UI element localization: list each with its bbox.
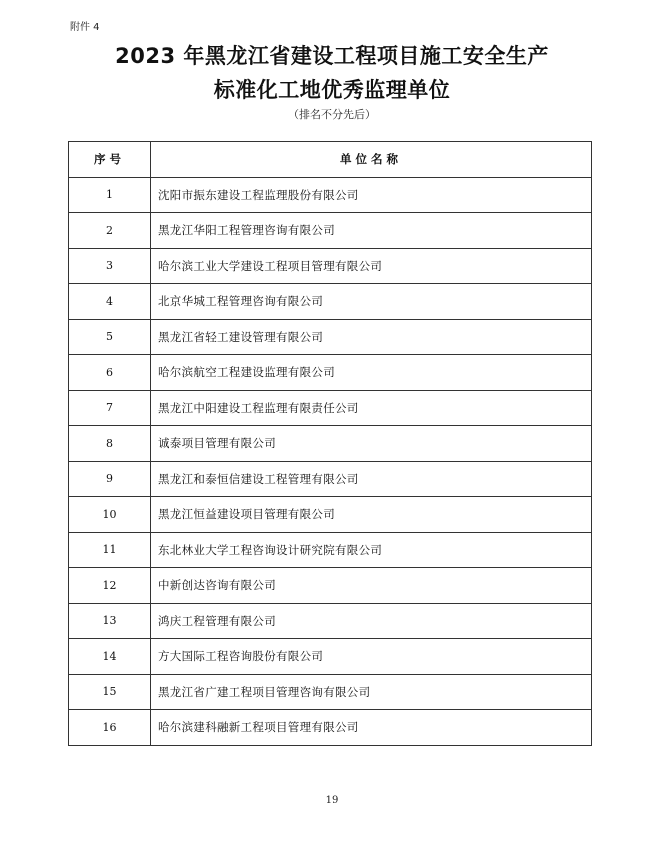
table-row (69, 497, 592, 533)
row-number: 7 (69, 390, 151, 426)
row-unit-name: 黑龙江和泰恒信建设工程管理有限公司 (151, 461, 592, 497)
row-number: 10 (69, 497, 151, 533)
page-number: 19 (325, 795, 339, 806)
row-unit-name: 黑龙江省轻工建设管理有限公司 (151, 319, 592, 355)
table-row (69, 390, 592, 426)
row-unit-name: 黑龙江省广建工程项目管理咨询有限公司 (151, 674, 592, 710)
table-row (69, 603, 592, 639)
table-row (69, 639, 592, 675)
header-number: 序号 (69, 142, 151, 178)
row-unit-name: 黑龙江中阳建设工程监理有限责任公司 (151, 390, 592, 426)
row-number: 14 (69, 639, 151, 675)
header-unit-name: 单位名称 (151, 142, 592, 178)
row-number: 16 (69, 710, 151, 746)
row-unit-name: 诚泰项目管理有限公司 (151, 426, 592, 462)
row-unit-name: 北京华城工程管理咨询有限公司 (151, 284, 592, 320)
row-unit-name: 方大国际工程咨询股份有限公司 (151, 639, 592, 675)
row-number: 15 (69, 674, 151, 710)
table-row (69, 319, 592, 355)
row-number: 6 (69, 355, 151, 391)
row-number: 11 (69, 532, 151, 568)
row-unit-name: 鸿庆工程管理有限公司 (151, 603, 592, 639)
table-row (69, 213, 592, 249)
row-number: 2 (69, 213, 151, 249)
row-unit-name: 黑龙江恒益建设项目管理有限公司 (151, 497, 592, 533)
row-unit-name: 哈尔滨航空工程建设监理有限公司 (151, 355, 592, 391)
row-number: 8 (69, 426, 151, 462)
row-unit-name: 沈阳市振东建设工程监理股份有限公司 (151, 177, 592, 213)
table-row (69, 461, 592, 497)
row-number: 4 (69, 284, 151, 320)
row-number: 3 (69, 248, 151, 284)
unit-list-table (68, 141, 592, 746)
attachment-label: 附件 4 (70, 22, 100, 33)
table-row (69, 568, 592, 604)
table-header-row (69, 142, 592, 178)
table-row (69, 355, 592, 391)
row-number: 9 (69, 461, 151, 497)
table-row (69, 248, 592, 284)
row-number: 1 (69, 177, 151, 213)
row-number: 12 (69, 568, 151, 604)
table-row (69, 674, 592, 710)
row-unit-name: 黑龙江华阳工程管理咨询有限公司 (151, 213, 592, 249)
table-row (69, 177, 592, 213)
document-title-line-1: 2023 年黑龙江省建设工程项目施工安全生产 (115, 44, 549, 68)
row-unit-name: 东北林业大学工程咨询设计研究院有限公司 (151, 532, 592, 568)
row-number: 13 (69, 603, 151, 639)
table-row (69, 426, 592, 462)
table-row (69, 532, 592, 568)
row-unit-name: 哈尔滨建科融新工程项目管理有限公司 (151, 710, 592, 746)
document-title-line-2: 标准化工地优秀监理单位 (213, 78, 451, 102)
table-row (69, 284, 592, 320)
row-number: 5 (69, 319, 151, 355)
table-row (69, 710, 592, 746)
document-subtitle: （排名不分先后） (288, 108, 376, 121)
row-unit-name: 哈尔滨工业大学建设工程项目管理有限公司 (151, 248, 592, 284)
row-unit-name: 中新创达咨询有限公司 (151, 568, 592, 604)
